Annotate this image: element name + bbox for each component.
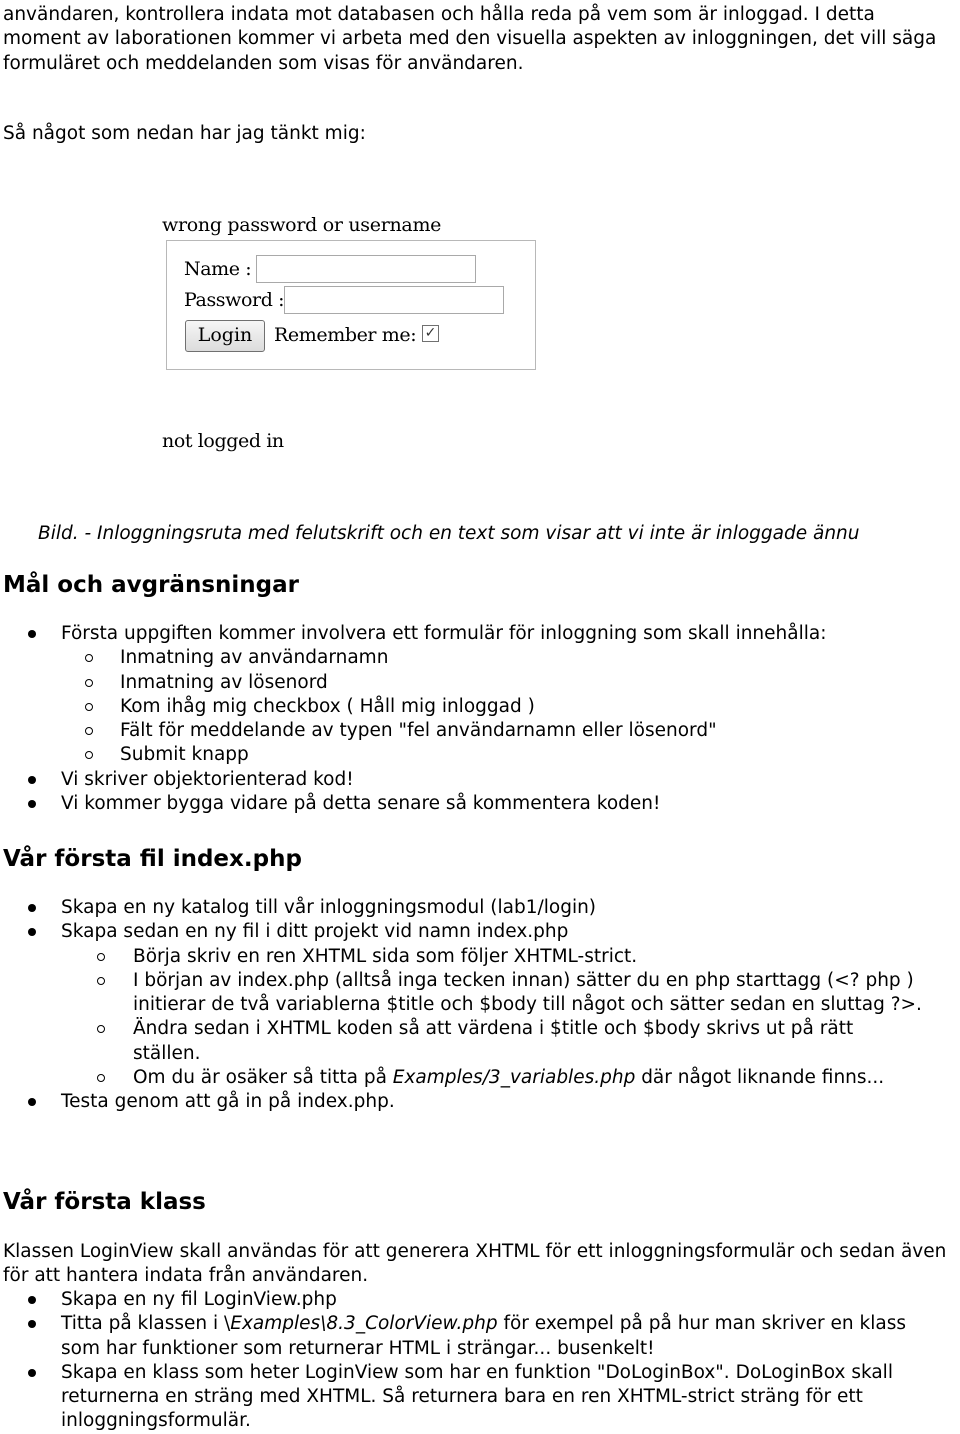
list-item: Vi skriver objektorienterad kod!: [0, 768, 960, 792]
list-item: Titta på klassen i \Examples\8.3_ColorView.php för exempel på på hur man skriver en klass som har funktioner som returnerar HTML i strängar... busenkelt!: [0, 1312, 960, 1361]
figure-password-label: Password :: [184, 289, 285, 311]
figure-name-label: Name :: [184, 258, 252, 280]
bullet-circle-icon: [79, 646, 99, 670]
bullet-dot-icon: [22, 768, 42, 792]
list-item: Fält för meddelande av typen "fel användarnamn eller lösenord": [0, 719, 960, 743]
bullet-dot-icon: [22, 1361, 42, 1385]
list-item: Om du är osäker så titta på Examples/3_variables.php där något liknande finns...: [0, 1066, 960, 1090]
bullet-circle-icon: [91, 1017, 111, 1041]
figure-caption: Bild. - Inloggningsruta med felutskrift och en text som visar att vi inte är inloggade ännu: [38, 523, 860, 544]
lead-paragraph: Så något som nedan har jag tänkt mig:: [3, 123, 366, 144]
list-item: Inmatning av lösenord: [0, 671, 960, 695]
list-item: Skapa en ny fil LoginView.php: [0, 1288, 960, 1312]
bullet-circle-icon: [91, 969, 111, 993]
heading-index: Vår första fil index.php: [3, 846, 302, 872]
intro-paragraph: användaren, kontrollera indata mot databasen och hålla reda på vem som är inloggad. I detta moment av laborationen kommer vi arbeta med den visuella aspekten av inloggningen, det vill säga formuläret och meddelanden som visas för användaren.: [3, 4, 937, 74]
bullet-circle-icon: [91, 1066, 111, 1090]
list-item: Testa genom att gå in på index.php.: [0, 1090, 960, 1114]
goals-list: [0, 622, 960, 816]
bullet-circle-icon: [91, 945, 111, 969]
figure-remember-label: Remember me:: [274, 324, 417, 346]
list-item: Börja skriv en ren XHTML sida som följer XHTML-strict.: [0, 945, 960, 969]
list-item: Vi kommer bygga vidare på detta senare så kommentera koden!: [0, 792, 960, 816]
list-item: Första uppgiften kommer involvera ett formulär för inloggning som skall innehålla:: [0, 622, 960, 646]
figure-password-field: [284, 286, 504, 314]
figure-name-field: [256, 255, 476, 283]
bullet-dot-icon: [22, 920, 42, 944]
klass-list: [0, 1288, 960, 1434]
bullet-dot-icon: [22, 622, 42, 646]
bullet-dot-icon: [22, 1090, 42, 1114]
bullet-circle-icon: [79, 719, 99, 743]
list-item: I början av index.php (alltså inga tecken innan) sätter du en php starttagg (<? php ) initierar de två variablerna $title och $body till något och sätter sedan en sluttag ?>.: [0, 969, 960, 1018]
bullet-dot-icon: [22, 1312, 42, 1336]
index-list: [0, 896, 960, 1115]
figure-remember-checkbox: ✓: [422, 325, 439, 342]
list-item: Submit knapp: [0, 743, 960, 767]
heading-mal: Mål och avgränsningar: [3, 572, 299, 598]
bullet-dot-icon: [22, 792, 42, 816]
list-item: Skapa en ny katalog till vår inloggningsmodul (lab1/login): [0, 896, 960, 920]
bullet-dot-icon: [22, 896, 42, 920]
list-item: Kom ihåg mig checkbox ( Håll mig inloggad ): [0, 695, 960, 719]
bullet-circle-icon: [79, 671, 99, 695]
bullet-circle-icon: [79, 695, 99, 719]
figure-login-button: Login: [185, 320, 265, 352]
figure-error-message: wrong password or username: [162, 214, 442, 236]
list-item: Skapa sedan en ny fil i ditt projekt vid namn index.php: [0, 920, 960, 944]
bullet-circle-icon: [79, 743, 99, 767]
list-item: Inmatning av användarnamn: [0, 646, 960, 670]
figure-status-text: not logged in: [162, 430, 284, 452]
figure-login-box: [166, 240, 536, 370]
heading-klass: Vår första klass: [3, 1189, 206, 1215]
bullet-dot-icon: [22, 1288, 42, 1312]
klass-paragraph: Klassen LoginView skall användas för att generera XHTML för ett inloggningsformulär och sedan även för att hantera indata från användaren.: [3, 1241, 947, 1287]
list-item: Skapa en klass som heter LoginView som har en funktion "DoLoginBox". DoLoginBox skall returnerna en sträng med XHTML. Så returnera bara en ren XHTML-strict sträng för ett inloggningsformulär.: [0, 1361, 960, 1434]
list-item: Ändra sedan i XHTML koden så att värdena i $title och $body skrivs ut på rätt ställen.: [0, 1017, 960, 1066]
